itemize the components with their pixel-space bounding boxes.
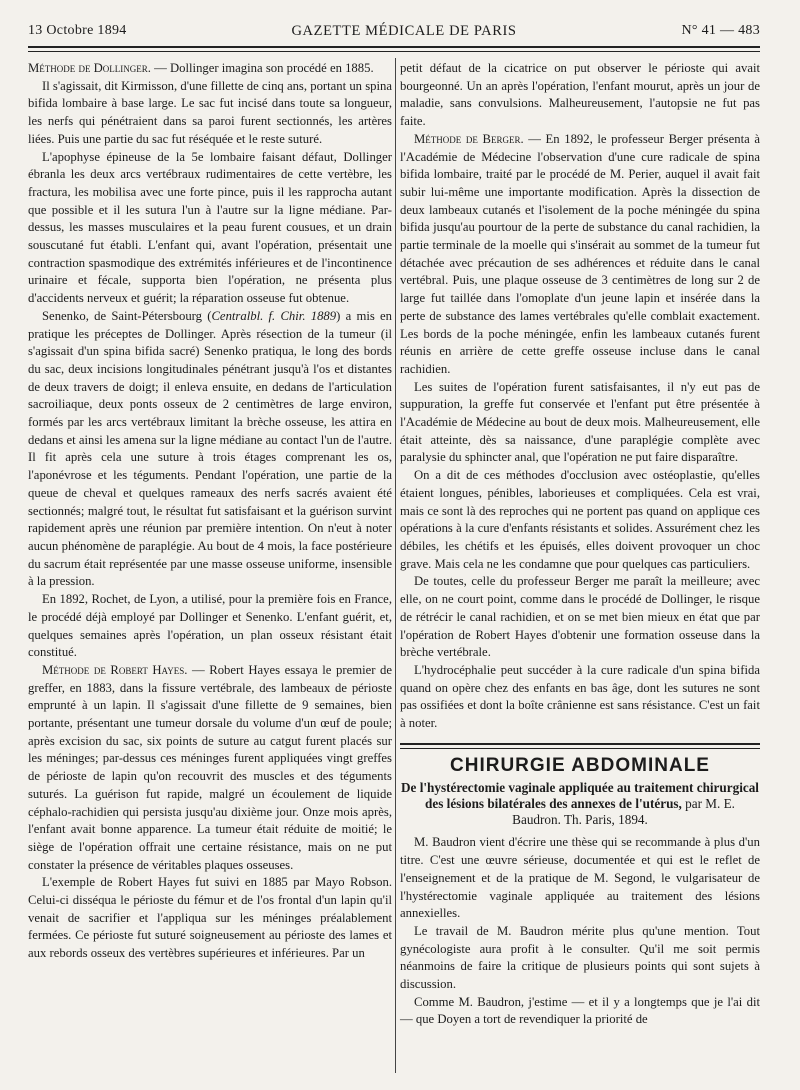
paragraph-text: ) a mis en pratique les préceptes de Dollinger. Après résection de la tumeur (il s'agissait d'un spina bifida sacré) Senenko pratiqua, le long des bords du sac, deux incisions longitudinales pénétrant jusqu'à l'os et distantes de deux travers de doigt; il enleva ensuite, en dedans de l'articulation sacroiliaque, deux ponts osseux de 2 centimètres de large environ, formés par les arcs vertébraux limitant la brèche osseuse, les attira en dedans et ainsi les amena sur la ligne médiane au contact l'un de l'autre. Il fit après cela une suture à trois étages comprenant les os, l'aponévrose et les téguments. Pendant l'opération, une partie de la queue de cheval et quelques rameaux des nerfs sacrés avaient été sectionnés; malgré tout, le résultat fut satisfaisant et la guérison survint rapidement après une réunion par première intention. On n'eut à noter aucun phénomène de paraplégie. Au bout de 4 mois, la face postérieure du sacrum était représentée par une masse osseuse uniforme, insensible à la pression. [28,308,392,589]
paragraph: En 1892, Rochet, de Lyon, a utilisé, pour la première fois en France, le procédé déjà employé par Dollinger et Senenko. L'enfant guérit, et, quelques semaines après l'opération, un plan osseux résistant était constitué. [28,592,392,660]
method-heading: Méthode de Dollinger. [28,61,151,75]
paragraph: M. Baudron vient d'écrire une thèse qui se recommande à plus d'un titre. C'est une œuvre sérieuse, documentée et qui est le reflet de l'enseignement et de la pratique de M. Segond, le vulgarisateur de l'hystérectomie vaginale appliquée au traitement des lésions annexielles. [400,835,760,921]
paragraph [28,60,392,78]
section-rule-thin [400,748,760,749]
header-date: 13 Octobre 1894 [28,23,127,38]
section-title: CHIRURGIE ABDOMINALE [450,754,710,776]
header-rule [28,46,760,48]
article-title [400,780,760,828]
header-rule-thin [28,51,760,52]
issue-page-number: N° 41 — 483 [681,23,760,38]
article-title-text: De l'hystérectomie vaginale appliquée au traitement chirurgical des lésions bilatérales des annexes de l'utérus, [401,780,759,812]
paragraph: L'exemple de Robert Hayes fut suivi en 1885 par Mayo Robson. Celui-ci disséqua le périoste du fémur et de l'os frontal d'un lapin qu'il venait de sacrifier et l'appliqua sur les méninges préalablement fermées. Ce périoste fut suturé soigneusement au périoste des lames et aux rebords osseux des vertèbres supérieures et inférieures. Par un [28,875,392,961]
paragraph-text: Senenko, de Saint-Pétersbourg ( [42,308,212,323]
paragraph-text: — Dollinger imagina son procédé en 1885. [150,61,374,75]
paragraph [28,308,392,591]
column-divider [395,58,396,1073]
paragraph: Les suites de l'opération furent satisfaisantes, il n'y eut pas de suppuration, la greffe fut conservée et l'enfant put être présentée à l'Académie de Médecine au bout de deux mois. Malheureusement, elle était atteinte, dès sa naissance, d'une paraplégie complète avec paralysie du sphincter anal, que l'opération ne put faire disparaître. [400,379,760,465]
paragraph: De toutes, celle du professeur Berger me paraît la meilleure; avec elle, on ne court point, comme dans le procédé de Dollinger, le risque de rétrécir le canal rachidien, et on se met bien mieux en état que par l'opération de Robert Hayes d'obtenir une formation osseuse dans la brèche vertébrale. [400,574,760,660]
article-byline: par M. E. Baudron. Th. Paris, 1894. [512,796,735,828]
method-heading: Méthode de Berger. [414,131,524,146]
method-heading: Méthode de Robert Hayes. [42,662,188,677]
paragraph: Comme M. Baudron, j'estime — et il y a longtemps que je l'ai dit — que Doyen a tort de revendiquer la priorité de [400,994,760,1027]
paragraph [28,662,392,874]
citation: Centralbl. f. Chir. 1889 [211,308,337,323]
paragraph: Il s'agissait, dit Kirmisson, d'une fillette de cinq ans, portant un spina bifida lombaire à base large. Le sac fut incisé dans toute sa longueur, les nerfs qui pénétraient dans sa paroi furent sectionnés, les artères liées. Puis une partie du sac fut réséquée et le reste suturé. [28,78,392,146]
section-rule [400,743,760,745]
left-column [28,60,392,963]
paragraph-text: — Robert Hayes essaya le premier de greffer, en 1883, dans la fissure vertébrale, des lambeaux de périoste emprunté à un lapin. Il s'agissait d'une fillette de 9 semaines, bien portante, présentant une tumeur dorsale du volume d'un œuf de poule; après excision du sac, six points de suture au catgut furent placés sur les méninges; par-dessus ces méninges furent appliquées vingt greffes de périoste de lapin qu'on recouvrit des muscles et des téguments suturés. La guérison fut rapide, malgré un écoulement de liquide céphalo-rachidien qui persista jusqu'au dixième jour. Onze mois après, l'enfant avait bonne apparence. La tumeur était réduite de moitié; le siège de l'opération offrait une certaine résistance, mais on ne put constater la présence de véritables plaques osseuses. [28,662,392,872]
paragraph: On a dit de ces méthodes d'occlusion avec ostéoplastie, qu'elles étaient longues, pénibles, laborieuses et compliquées. Cela est vrai, mais ce sont là des reproches qui ne portent pas quand on applique ces opérations à la cure d'enfants résistants et solides. Assurément chez les débiles, les chétifs et les épuisés, elles doivent provoquer un choc grave. Mais cela ne les condamne que pour quelques cas particuliers. [400,468,760,571]
paragraph: petit défaut de la cicatrice on put observer le périoste qui avait bourgeonné. Un an après l'opération, l'enfant mourut, après un jour de maladie, sans convulsions. Malheureusement, l'autopsie ne fut pas faite. [400,61,760,129]
paragraph: L'hydrocéphalie peut succéder à la cure radicale d'un spina bifida quand on opère chez des enfants en bas âge, dont les sutures ne sont pas ossifiées et dont la boîte crânienne est sans résistance. C'est un fait à noter. [400,662,760,731]
journal-title: GAZETTE MÉDICALE DE PARIS [291,22,517,39]
paragraph: L'apophyse épineuse de la 5e lombaire faisant défaut, Dollinger ébranla les deux arcs vertébraux rudimentaires de cette vertèbre, les fractura, les mobilisa avec une forte pince, puis il les rapprocha autant que possible et il les sutura l'un à l'autre sur la ligne médiane. Par-dessus, les masses musculaires et la peau furent cousues, et un drain souscutané fut établi. L'enfant qui, avant l'opération, présentait une contraction spasmodique des extrémités inférieures et de l'incontinence urinaire et fécale, supporta bien l'opération, ne présenta plus d'accidents nerveux et guérit; la réparation osseuse fut obtenue. [28,149,392,306]
paragraph [400,131,760,379]
page-header [28,20,760,42]
paragraph: Le travail de M. Baudron mérite plus qu'une mention. Tout gynécologiste aura profit à le consulter. Qu'il me soit permis néanmoins de faire la critique de plusieurs points qui sont sujets à discussion. [400,923,760,992]
paragraph-text: — En 1892, le professeur Berger présenta à l'Académie de Médecine l'observation d'une cure radicale de spina bifida lombaire, traité par le procédé de M. Perier, auquel il avait fait subir lui-même une importante modification. Après la dissection de deux lambeaux cutanés et l'isolement de la poche méningée du spina bifida jusqu'au pourtour de la perte de substance du canal rachidien, la partie terminale de la moelle qui s'insérait au sommet de la tumeur fut détachée avec précaution de ses adhérences et réduite dans le canal vertébral. Puis, une plaque osseuse de 3 centimètres de long sur 2 de large fut taillée dans l'omoplate d'un jeune lapin et insérée dans la perte de substance des lames vertébrales qu'elle comblait exactement. Les bords de la poche méningée, enfin les lambeaux cutanés furent réunis en arrière de cette greffe osseuse incluse dans le canal rachidien. [400,131,760,376]
right-column [400,60,760,1029]
